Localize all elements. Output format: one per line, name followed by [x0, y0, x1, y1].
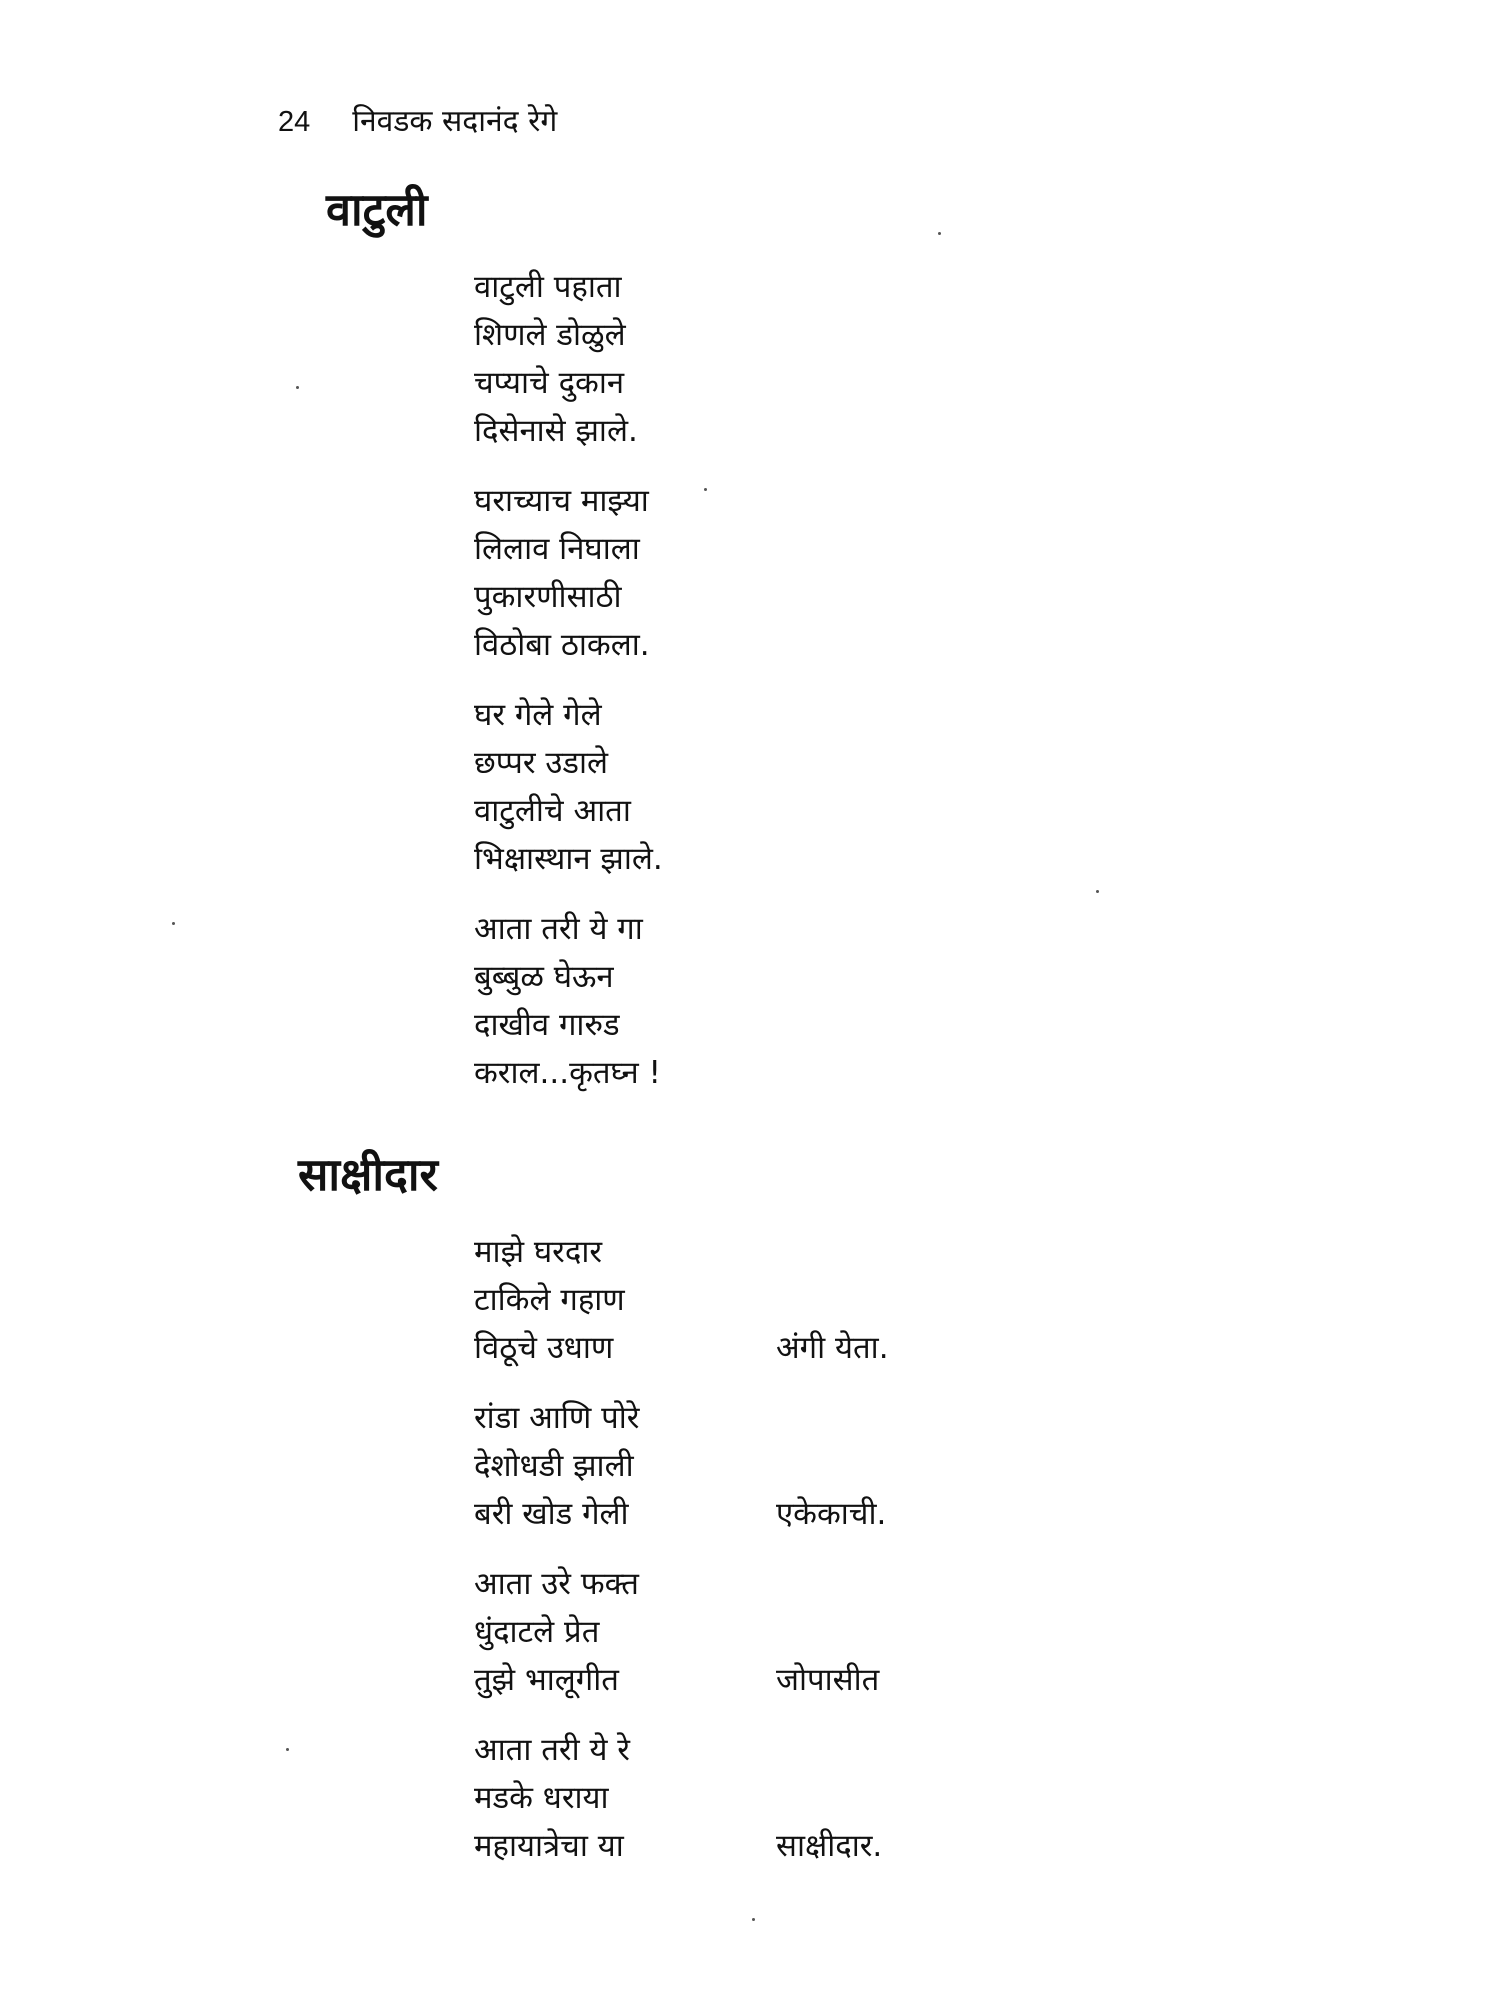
- stanza: [474, 1228, 1034, 1372]
- poem-line: वाटुली पहाता: [474, 269, 622, 305]
- running-head: [278, 100, 557, 144]
- poem-line-tail: अंगी येता.: [776, 1330, 889, 1366]
- scan-speck: [752, 1918, 755, 1921]
- poem-line-text: विठूचे उधाण: [474, 1330, 614, 1366]
- poem-line: लिलाव निघाला: [474, 531, 640, 567]
- poem-body: [474, 263, 1034, 1119]
- poem-line: पुकारणीसाठी: [474, 579, 622, 615]
- poem-line: [474, 1822, 1034, 1870]
- stanza: [474, 1726, 1034, 1870]
- stanza: [474, 691, 1034, 883]
- scan-speck: [1096, 890, 1099, 893]
- poem-line: माझे घरदार: [474, 1234, 603, 1270]
- scan-speck: [296, 386, 299, 389]
- poem-line: छप्पर उडाले: [474, 745, 609, 781]
- poem-line: मडके धराया: [474, 1780, 609, 1816]
- poem-line: रांडा आणि पोरे: [474, 1400, 640, 1436]
- poem-line-text: बरी खोड गेली: [474, 1496, 629, 1532]
- poem-line: आता तरी ये गा: [474, 911, 643, 947]
- poem-line: चप्याचे दुकान: [474, 365, 625, 401]
- poem-body: [474, 1228, 1034, 1892]
- poem-line-text: तुझे भालूगीत: [474, 1662, 619, 1698]
- poem-line-tail: साक्षीदार.: [776, 1828, 883, 1864]
- poem-line: देशोधडी झाली: [474, 1448, 634, 1484]
- poem-line: घराच्याच माझ्या: [474, 483, 649, 519]
- poem-title: वाटुली: [326, 183, 428, 236]
- poem-line: बुब्बुळ घेऊन: [474, 959, 614, 995]
- poem-line: कराल...कृतघ्न !: [474, 1055, 661, 1091]
- stanza: [474, 477, 1034, 669]
- stanza: [474, 263, 1034, 455]
- poem-line: धुंदाटले प्रेत: [474, 1614, 600, 1650]
- poem-line: [474, 1324, 1034, 1372]
- scan-speck: [704, 488, 707, 491]
- poem-line-tail: एकेकाची.: [776, 1496, 887, 1532]
- scan-speck: [286, 1748, 289, 1751]
- poem-line: वाटुलीचे आता: [474, 793, 631, 829]
- book-title: निवडक सदानंद रेगे: [352, 104, 558, 139]
- poem-line-tail: जोपासीत: [776, 1662, 880, 1698]
- poem-line: दाखीव गारुड: [474, 1007, 620, 1043]
- poem-line: आता तरी ये रे: [474, 1732, 630, 1768]
- scan-speck: [938, 232, 941, 235]
- stanza: [474, 905, 1034, 1097]
- page-number: 24: [278, 106, 311, 138]
- scan-speck: [172, 922, 175, 925]
- poem-line: टाकिले गहाण: [474, 1282, 625, 1318]
- poem-line: [474, 1656, 1034, 1704]
- poem-line: घर गेले गेले: [474, 697, 602, 733]
- poem-line: विठोबा ठाकला.: [474, 627, 650, 663]
- poem-line: आता उरे फक्त: [474, 1566, 639, 1602]
- stanza: [474, 1394, 1034, 1538]
- poem-line: भिक्षास्थान झाले.: [474, 841, 663, 877]
- poem-line: दिसेनासे झाले.: [474, 413, 638, 449]
- poem-title: साक्षीदार: [298, 1148, 438, 1201]
- poem-line-text: महायात्रेचा या: [474, 1828, 624, 1864]
- stanza: [474, 1560, 1034, 1704]
- poem-line: [474, 1490, 1034, 1538]
- poem-line: शिणले डोळुले: [474, 317, 626, 353]
